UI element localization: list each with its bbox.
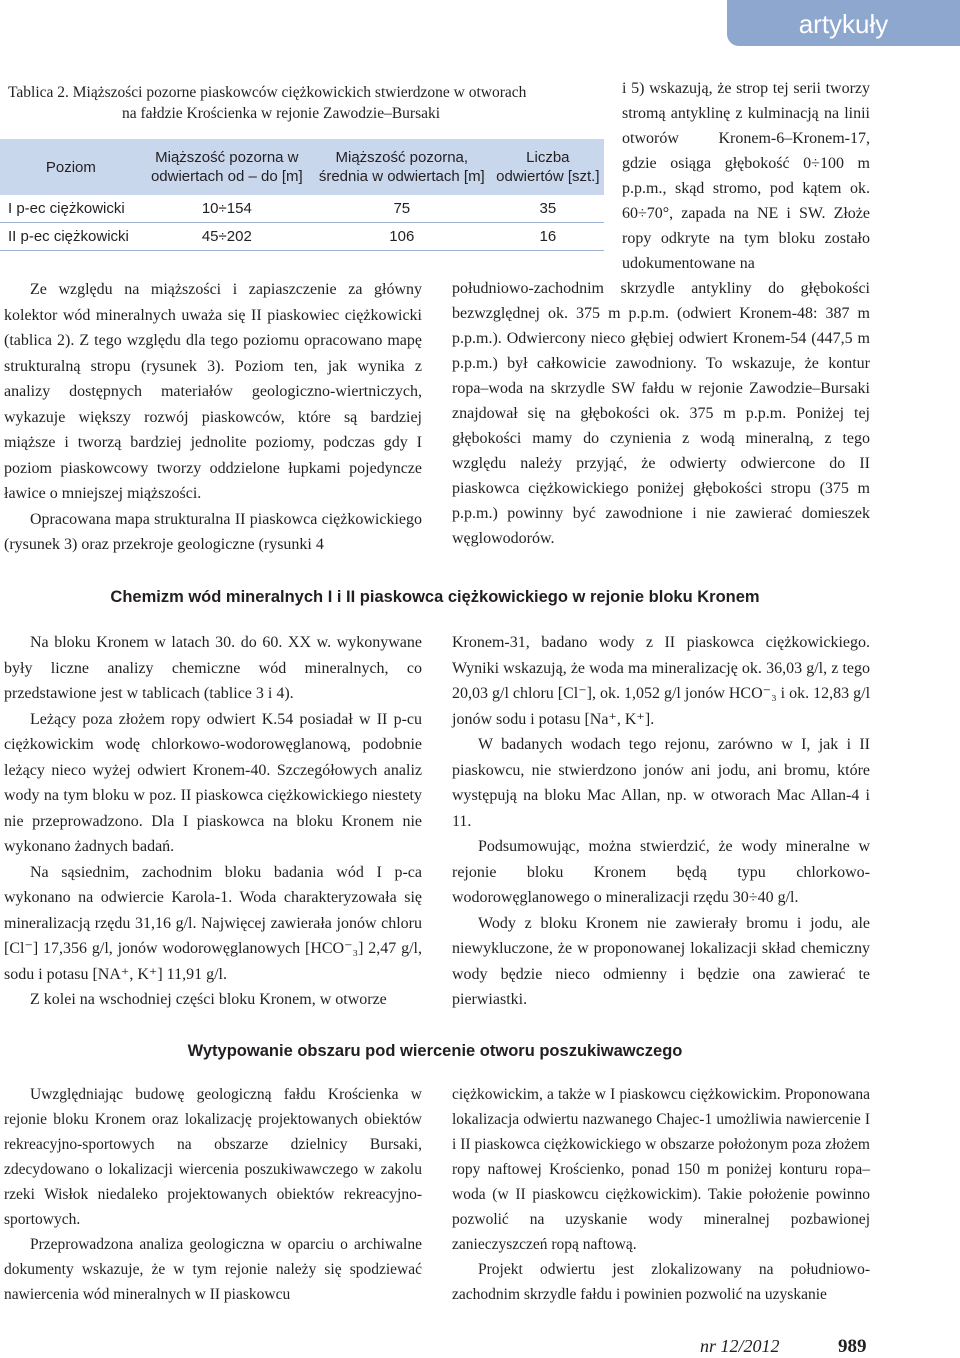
paragraph: Na sąsiednim, zachodnim bloku badania wód I p-ca wykonano na odwiercie Karola-1. Woda charakteryzowała się mineralizacją rzędu 31,16 g/l. Najwięcej zawierała jonów chloru [Cl⁻] 17,356 g/l, jonów wodorowęglanowych [HCO⁻₃] 2,47 g/l, sodu i potasu [NA⁺, K⁺] 11,91 g/l. bbox=[4, 863, 422, 983]
table-header-cell: Liczba odwiertów [szt.] bbox=[492, 139, 604, 195]
right-top-paragraph: i 5) wskazują, że strop tej serii tworzy stromą antyklinę z kulminacją na linii otworów Kronem-6–Kronem-17, gdzie osiąga głębokość 0÷100 m p.p.m., skąd stromo, pod kątem ok. 60÷70°, zapada na NE i SW. Złoże ropy odkryte na tym bloku zostało udokumentowane na bbox=[622, 80, 870, 272]
drilling-right-column bbox=[452, 1082, 870, 1307]
paragraph: ciężkowickim, a także w I piaskowcu ciężkowickim. Proponowana lokalizacja odwiertu nazwanego Chajec-1 umożliwia nawiercenie I i II piaskowca ciężkowickiego w obszarze położonym poza złożem ropy naftowej Krościenko, ponad 150 m poniżej konturu ropa–woda (w II piaskowcu ciężkowickim). Takie położenie powinno pozwolić na uzyskanie wody mineralnej pozbawionej zanieczyszczeń ropą naftową. bbox=[452, 1086, 870, 1253]
table-row bbox=[0, 195, 604, 223]
paragraph: Z kolei na wschodniej części bloku Kronem, w otworze bbox=[30, 991, 387, 1008]
paragraph: Ze względu na miąższości i zapiaszczenie za główny kolektor wód mineralnych uważa się II piaskowiec ciężkowicki (tablica 2). Z tego względu dla tego poziomu opracowano mapę strukturalną stropu (rysunek 3). Poziom ten, jak wynika z analizy dostępnych materiałów geologiczno-wiertniczych, wykazuje większy rozwój piaskowców, które są bardziej miąższe i tworzą bardziej jednolite poziomy, podczas gdy I poziom piaskowcowy tworzy oddzielone łupkami pojedyncze ławice o mniejszej miąższości. bbox=[4, 281, 422, 502]
table-cell: 75 bbox=[312, 195, 492, 223]
table-cell: 16 bbox=[492, 223, 604, 251]
section-tag: artykuły bbox=[727, 0, 960, 46]
paragraph: Kronem-31, badano wody z II piaskowca ciężkowickiego. Wyniki wskazują, że woda ma mineralizację ok. 36,03 g/l, z tego 20,03 g/l chloru [Cl⁻], ok. 1,052 g/l jonów HCO⁻₃ i ok. 12,83 g/l jonów sodu i potasu [Na⁺, K⁺]. bbox=[452, 634, 871, 728]
table-cell: 45÷202 bbox=[142, 223, 312, 251]
table-row bbox=[0, 223, 604, 251]
section-heading-chemistry: Chemizm wód mineralnych I i II piaskowca ciężkowickiego w rejonie bloku Kronem bbox=[110, 588, 760, 606]
journal-issue: nr 12/2012 bbox=[700, 1336, 780, 1356]
paragraph: Przeprowadzona analiza geologiczna w oparciu o archiwalne dokumenty wskazuje, że w tym rejonie należy się spodziewać nawiercenia wód mineralnych w II piaskowcu bbox=[4, 1236, 422, 1303]
table-cell: 106 bbox=[312, 223, 492, 251]
paragraph: Projekt odwiertu jest zlokalizowany na południowo-zachodnim skrzydle fałdu i powinien pozwolić na uzyskanie bbox=[452, 1261, 870, 1303]
chemistry-right-column bbox=[452, 630, 870, 1013]
table-header-row bbox=[0, 139, 604, 195]
paragraph: Leżący poza złożem ropy odwiert K.54 posiadał w II p-cu ciężkowickim wodę chlorkowo-wodorowęglanową, podobnie leżący nieco wyżej odwiert Kronem-40. Szczegółowych analiz wody na tym bloku w poz. II piaskowca ciężkowickiego niestety nie przeprowadzono. Dla I piaskowca na bloku Kronem nie wykonano żadnych badań. bbox=[4, 710, 422, 855]
left-top-column bbox=[4, 277, 422, 558]
table-header-cell: Poziom bbox=[0, 139, 142, 195]
page-number: 989 bbox=[838, 1336, 867, 1357]
paragraph: Opracowana mapa strukturalna II piaskowca ciężkowickiego (rysunek 3) oraz przekroje geologiczne (rysunki 4 bbox=[4, 510, 422, 553]
table-header-cell: Miąższość pozorna, średnia w odwiertach [m] bbox=[312, 139, 492, 195]
table-cell: 10÷154 bbox=[142, 195, 312, 223]
paragraph: Uwzględniając budowę geologiczną fałdu Krościenka w rejonie bloku Kronem oraz lokalizację projektowanych obiektów rekreacyjno-sportowych na obszarze dzielnicy Bursaki, zdecydowano o lokalizacji wiercenia poszukiwawczego w zakolu rzeki Wisłok niedaleko projektowanych obiektów rekreacyjno-sportowych. bbox=[4, 1086, 422, 1228]
section-heading-drilling: Wytypowanie obszaru pod wiercenie otworu poszukiwawczego bbox=[187, 1042, 683, 1060]
table-caption-line1: Tablica 2. Miąższości pozorne piaskowców ciężkowickich stwierdzone w otworach bbox=[8, 84, 527, 101]
paragraph: Na bloku Kronem w latach 30. do 60. XX w. wykonywane były liczne analizy chemiczne wód mineralnych, co przedstawione jest w tablicach (tablice 3 i 4). bbox=[4, 634, 422, 702]
drilling-left-column bbox=[4, 1082, 422, 1307]
right-top-paragraph-cont: południowo-zachodnim skrzydle antykliny do głębokości bezwzględnej ok. 375 m p.p.m. (odwiert Kronem-48: 387 m p.p.m.). Odwiercony nieco głębiej odwiert Kronem-54 (447,5 m p.p.m.) był całkowicie zawodniony. To wskazuje, że kontur ropa–woda na skrzydle SW fałdu w rejonie Zawodzie–Bursaki znajdował się na głębokości ok. 375 m p.p.m. Poniżej tej głębokości mamy do czynienia z wodą mineralną, z tego względu należy przyjąć, że odwierty odwiercone do II piaskowca ciężkowickiego poniżej głębokości stropu (375 m p.p.m.) powinny być zawodnione i nie zawierać domieszek węglowodorów. bbox=[452, 280, 870, 547]
table-caption bbox=[8, 82, 598, 124]
table-cell: I p-ec ciężkowicki bbox=[0, 195, 142, 223]
paragraph: Wody z bloku Kronem nie zawierały bromu i jodu, ale niewykluczone, że w proponowanej lokalizacji skład chemiczny wody będzie nieco odmienny i będzie ona zawierać te pierwiastki. bbox=[452, 914, 870, 1008]
paragraph: Podsumowując, można stwierdzić, że wody mineralne w rejonie bloku Kronem będą typu chlorkowo-wodorowęglanowego o mineralizacji rzędu 30÷40 g/l. bbox=[452, 838, 870, 906]
table-cell: II p-ec ciężkowicki bbox=[0, 223, 142, 251]
table-cell: 35 bbox=[492, 195, 604, 223]
table-header-cell: Miąższość pozorna w odwiertach od – do [m] bbox=[142, 139, 312, 195]
thickness-table bbox=[0, 139, 604, 251]
chemistry-left-column bbox=[4, 630, 422, 1013]
table-caption-line2: na fałdzie Krościenka w rejonie Zawodzie–Bursaki bbox=[122, 105, 441, 122]
paragraph: W badanych wodach tego rejonu, zarówno w I, jak i II piaskowcu, nie stwierdzono jonów ani jodu, ani bromu, które występują na bloku Mac Allan, np. w otworach Mac Allan-4 i 11. bbox=[452, 736, 870, 830]
